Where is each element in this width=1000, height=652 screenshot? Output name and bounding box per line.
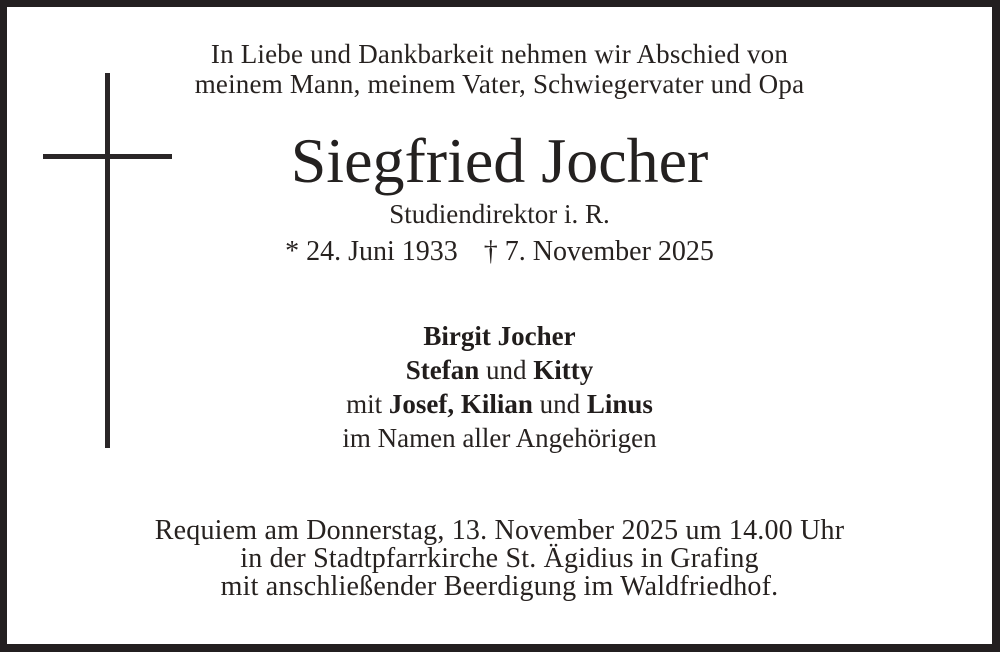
- intro-line-1: In Liebe und Dankbarkeit nehmen wir Abschied von: [210, 39, 789, 69]
- children-conjunction: und: [486, 355, 527, 385]
- death-date: † 7. November 2025: [483, 236, 714, 267]
- child-name-1: Stefan: [405, 355, 480, 385]
- life-dates: [7, 236, 992, 268]
- mourner-spouse: Birgit Jocher: [423, 321, 576, 351]
- funeral-line-2: in der Stadtpfarrkirche St. Ägidius in Grafing: [240, 543, 759, 574]
- child-name-2: Kitty: [533, 355, 594, 385]
- intro-line-2: meinem Mann, meinem Vater, Schwiegervater und Opa: [194, 69, 805, 99]
- funeral-info: [7, 517, 992, 601]
- mourner-children: [7, 353, 992, 387]
- funeral-line-1: Requiem am Donnerstag, 13. November 2025 um 14.00 Uhr: [154, 515, 845, 546]
- family-closing: im Namen aller Angehörigen: [342, 423, 657, 453]
- intro-text: [7, 39, 992, 99]
- funeral-line-3: mit anschließender Beerdigung im Waldfriedhof.: [220, 571, 779, 602]
- grandchildren-prefix: mit: [346, 389, 383, 419]
- grandchild-name-2: Kilian: [460, 389, 533, 419]
- deceased-title: Studiendirektor i. R.: [389, 199, 610, 229]
- grandchild-name-1: Josef,: [388, 389, 455, 419]
- grandchild-name-3: Linus: [586, 389, 653, 419]
- birth-date: * 24. Juni 1933: [285, 236, 458, 267]
- mourners-list: [7, 319, 992, 455]
- mourner-grandchildren: [7, 387, 992, 421]
- deceased-name: Siegfried Jocher: [290, 125, 709, 196]
- grandchildren-conjunction: und: [539, 389, 581, 419]
